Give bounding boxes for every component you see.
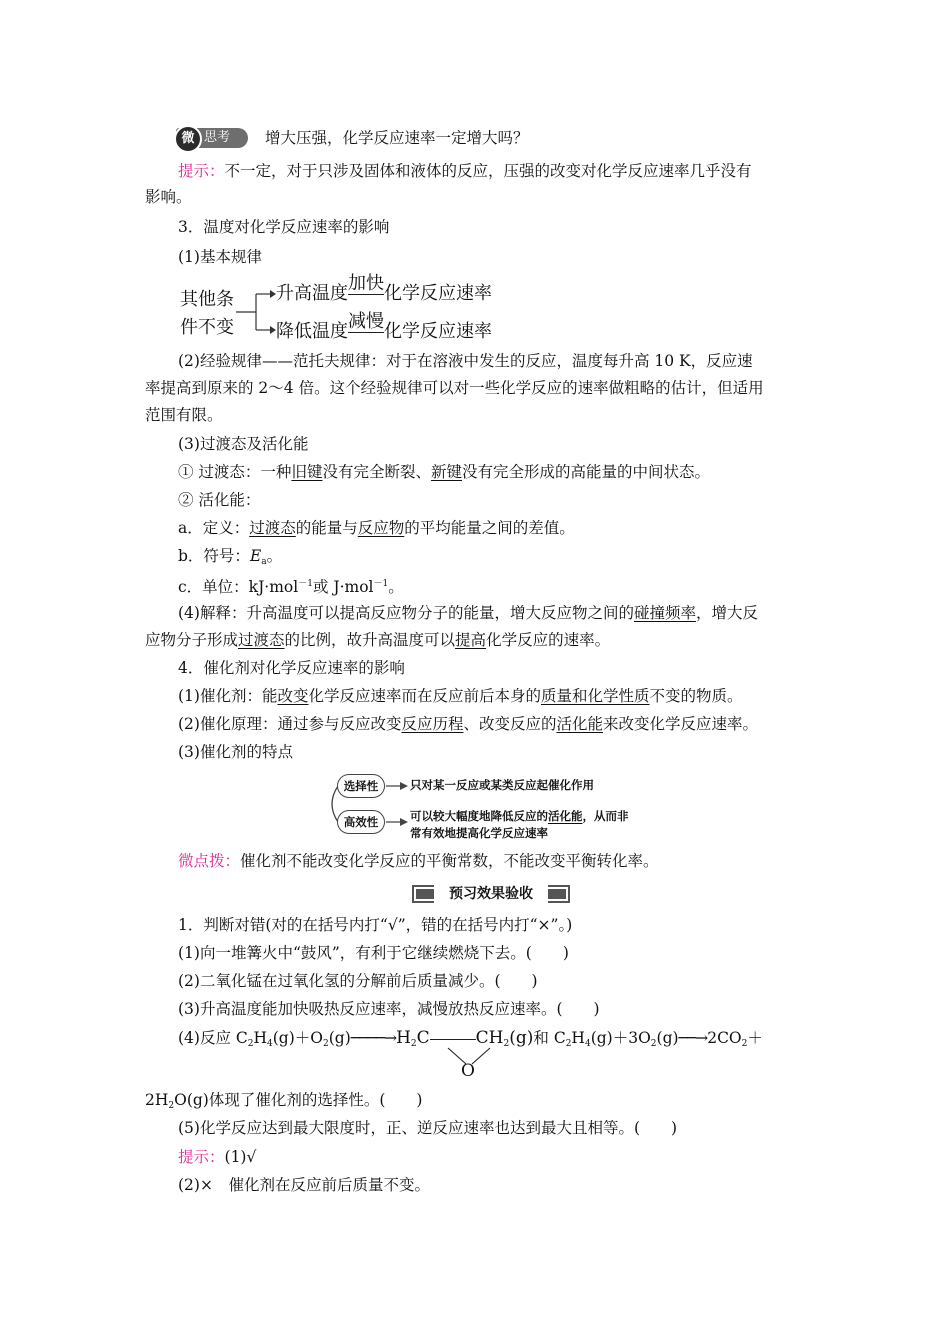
catalyst-principle: (2)催化原理：通过参与反应改变反应历程、改变反应的活化能来改变化学反应速率。 xyxy=(178,715,759,733)
efficiency-label: 高效性 xyxy=(337,810,385,834)
answer-label: 提示： xyxy=(178,1148,225,1166)
think-question: 增大压强，化学反应速率一定增大吗？ xyxy=(265,129,529,147)
answer-1: 提示：(1)√ xyxy=(178,1148,257,1166)
explanation-line2: 应物分子形成过渡态的比例，故升高温度可以提高化学反应的速率。 xyxy=(145,631,611,649)
temp-down-row: 降低温度减慢化学反应速率 xyxy=(276,311,492,342)
catalyst-features-title: (3)催化剂的特点 xyxy=(178,743,293,761)
hint-label: 提示： xyxy=(178,162,225,180)
preview-section-header xyxy=(412,883,570,905)
question-5: (5)化学反应达到最大限度时，正、逆反应速率也达到最大且相等。( ) xyxy=(178,1119,678,1137)
selectivity-label: 选择性 xyxy=(337,774,385,798)
transition-state: ① 过渡态：一种旧键没有完全断裂、新键没有完全形成的高能量的中间状态。 xyxy=(178,463,710,481)
tip-label: 微点拨： xyxy=(178,852,241,870)
question-4-line2: $2H_2O(g)$体现了催化剂的选择性。( ) xyxy=(145,1091,423,1111)
branch-arrows xyxy=(236,288,276,338)
vant-hoff-line1: (2)经验规律——范托夫规律：对于在溶液中发生的反应，温度每升高 10 K，反应速 xyxy=(178,352,753,370)
ae-symbol: b．符号：$E_a$。 xyxy=(178,547,283,567)
question-1: (1)向一堆篝火中“鼓风”，有利于它继续燃烧下去。( ) xyxy=(178,944,569,962)
think-answer-line1: 提示：不一定，对于只涉及固体和液体的反应，压强的改变对化学反应速率几乎没有 xyxy=(178,162,752,180)
epoxide-oxygen: O xyxy=(461,1061,475,1081)
badge-text: 思考 xyxy=(204,130,231,145)
answer-2: (2)× 催化剂在反应前后质量不变。 xyxy=(178,1176,430,1194)
badge-char: 微 xyxy=(174,125,202,153)
question-4-line1: (4)反应 $C_2H_4(g)+O_2(g)────\to H_2C$ $CH_2(g)$和 $C_2H_4(g)+3O_2(g)──\to 2CO_2+$ xyxy=(178,1028,763,1049)
preview-section-title: 预习效果验收 xyxy=(434,883,548,905)
basic-rule-title: (1)基本规律 xyxy=(178,248,262,266)
question-2: (2)二氧化锰在过氧化氢的分解前后质量减少。( ) xyxy=(178,972,538,990)
condition-line1: 其他条 xyxy=(180,289,234,310)
section3-title: 3．温度对化学反应速率的影响 xyxy=(178,218,390,236)
efficiency-text-line1: 可以较大幅度地降低反应的活化能，从而非 xyxy=(410,809,629,823)
up-effect-word: 加快 xyxy=(348,273,384,294)
catalyst-tip: 微点拨：催化剂不能改变化学反应的平衡常数，不能改变平衡转化率。 xyxy=(178,852,659,870)
temp-up-row: 升高温度加快化学反应速率 xyxy=(276,273,492,304)
activation-energy-title: ② 活化能： xyxy=(178,491,261,509)
think-badge xyxy=(176,128,248,148)
transition-title: (3)过渡态及活化能 xyxy=(178,435,309,453)
section4-title: 4．催化剂对化学反应速率的影响 xyxy=(178,659,405,677)
question-intro: 1．判断对错(对的在括号内打“√”，错的在括号内打“×”。) xyxy=(178,916,573,934)
ae-definition: a．定义：过渡态的能量与反应物的平均能量之间的差值。 xyxy=(178,519,575,537)
condition-line2: 件不变 xyxy=(180,317,234,338)
question-3: (3)升高温度能加快吸热反应速率，减慢放热反应速率。( ) xyxy=(178,1000,600,1018)
selectivity-text: 只对某一反应或某类反应起催化作用 xyxy=(410,778,594,792)
ae-unit: c．单位：kJ·mol$^{-1}$或 J·mol$^{-1}$。 xyxy=(178,578,404,596)
explanation-line1: (4)解释：升高温度可以提高反应物分子的能量，增大反应物之间的碰撞频率，增大反 xyxy=(178,604,758,622)
vant-hoff-line2: 率提高到原来的 2～4 倍。这个经验规律可以对一些化学反应的速率做粗略的估计，但适用 xyxy=(145,379,764,397)
down-effect-word: 减慢 xyxy=(348,311,384,332)
catalyst-definition: (1)催化剂：能改变化学反应速率而在反应前后本身的质量和化学性质不变的物质。 xyxy=(178,687,743,705)
think-answer-line2: 影响。 xyxy=(145,188,192,206)
efficiency-text-line2: 常有效地提高化学反应速率 xyxy=(410,826,548,840)
vant-hoff-line3: 范围有限。 xyxy=(145,406,223,424)
